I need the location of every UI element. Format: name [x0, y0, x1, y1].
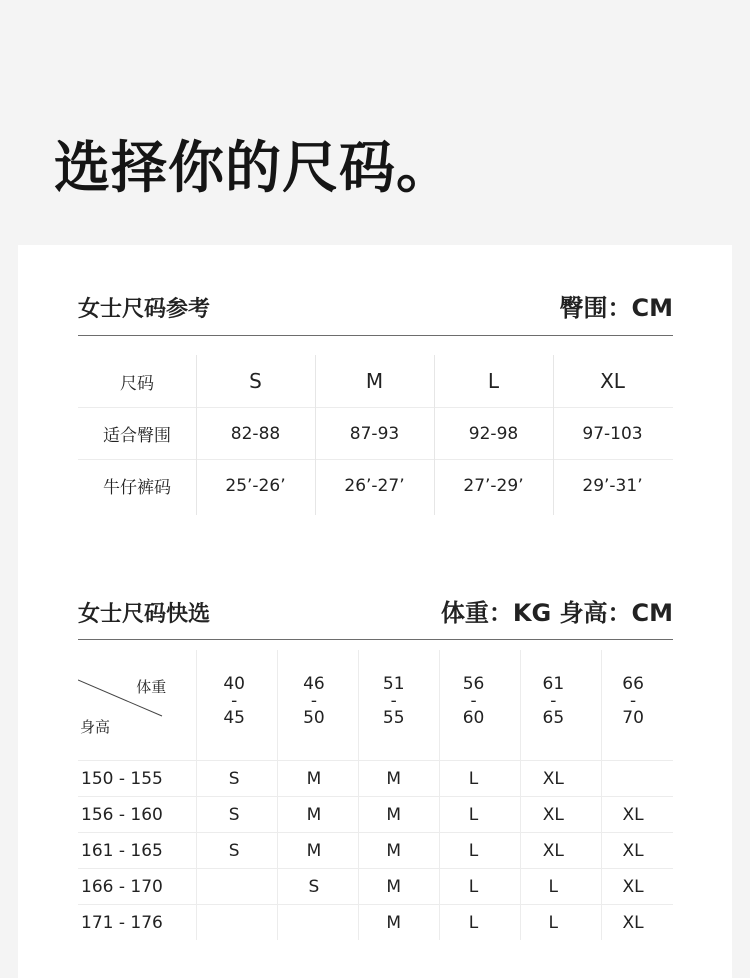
weight-from: 46 — [303, 674, 325, 694]
size-cell: S — [228, 768, 240, 789]
height-range: 171 - 176 — [81, 912, 163, 933]
weight-to: 60 — [462, 708, 485, 728]
table-cell: 27’-29’ — [463, 475, 524, 496]
weight-from: 40 — [223, 674, 245, 694]
table-cell: 25’-26’ — [225, 475, 286, 496]
height-axis-label: 身高 — [80, 718, 111, 736]
size-header: S — [249, 369, 262, 393]
table-cell: 82-88 — [230, 423, 281, 444]
diagonal-divider — [78, 650, 196, 760]
section2-unit: 体重：KG 身高：CM — [440, 599, 673, 627]
size-cell: S — [228, 840, 240, 861]
section2-title: 女士尺码快选 — [78, 602, 211, 627]
column-divider — [553, 355, 554, 515]
size-cell: M — [306, 768, 322, 789]
weight-dash: - — [390, 691, 397, 711]
weight-to: 45 — [223, 708, 245, 728]
weight-range-header — [354, 650, 434, 760]
quick-size-table — [78, 650, 673, 940]
size-cell: XL — [622, 876, 644, 897]
row-label: 适合臀围 — [103, 426, 171, 446]
size-header: L — [487, 369, 500, 393]
weight-to: 65 — [542, 708, 565, 728]
table-row — [78, 760, 673, 796]
table-row — [78, 904, 673, 940]
weight-from: 61 — [542, 674, 565, 694]
size-cell: XL — [542, 840, 564, 861]
size-guide-card — [18, 245, 732, 978]
column-divider — [315, 355, 316, 515]
table-row — [78, 832, 673, 868]
size-cell: L — [468, 840, 479, 861]
size-cell: M — [386, 768, 402, 789]
size-cell: M — [386, 840, 402, 861]
size-cell: L — [468, 876, 479, 897]
size-cell: L — [548, 876, 559, 897]
size-cell: XL — [542, 768, 564, 789]
weight-from: 56 — [462, 674, 485, 694]
section1-header — [78, 289, 673, 323]
size-cell: M — [386, 876, 402, 897]
weight-range-header — [434, 650, 514, 760]
height-range: 161 - 165 — [81, 840, 163, 861]
corner-cell — [78, 650, 194, 760]
section2-header — [78, 594, 673, 628]
table-cell: 97-103 — [582, 423, 643, 444]
weight-header-row — [78, 650, 673, 760]
table-cell: 87-93 — [349, 423, 400, 444]
section1-title: 女士尺码参考 — [78, 297, 211, 322]
height-range: 166 - 170 — [81, 876, 163, 897]
size-cell: M — [306, 804, 322, 825]
column-divider — [434, 355, 435, 515]
hip-size-table — [78, 355, 673, 511]
weight-dash: - — [550, 691, 557, 711]
size-cell: L — [548, 912, 559, 933]
weight-dash: - — [470, 691, 477, 711]
height-range: 156 - 160 — [81, 804, 163, 825]
size-cell: L — [468, 804, 479, 825]
weight-to: 50 — [303, 708, 325, 728]
table-header-row — [78, 355, 673, 407]
weight-dash: - — [310, 691, 317, 711]
weight-from: 66 — [622, 674, 644, 694]
section1-unit: 臀围：CM — [559, 294, 673, 322]
size-header: M — [365, 369, 384, 393]
weight-range-header — [593, 650, 673, 760]
size-cell: L — [468, 768, 479, 789]
size-cell: L — [468, 912, 479, 933]
size-cell: M — [386, 804, 402, 825]
section2-divider — [78, 639, 673, 640]
weight-to: 55 — [382, 708, 405, 728]
table-row — [78, 796, 673, 832]
weight-to: 70 — [622, 708, 644, 728]
height-range: 150 - 155 — [81, 768, 163, 789]
size-cell: XL — [622, 912, 644, 933]
size-header: XL — [600, 369, 625, 393]
size-cell: XL — [542, 804, 564, 825]
row-label: 牛仔裤码 — [103, 478, 171, 498]
page-headline: 选择你的尺码。 — [54, 136, 453, 201]
table-row — [78, 868, 673, 904]
table-cell: 29’-31’ — [582, 475, 643, 496]
size-cell: XL — [622, 840, 644, 861]
size-cell: M — [306, 840, 322, 861]
weight-dash: - — [231, 691, 238, 711]
size-cell: XL — [622, 804, 644, 825]
weight-axis-label: 体重 — [136, 678, 167, 696]
row-label: 尺码 — [120, 373, 154, 394]
section1-divider — [78, 335, 673, 336]
weight-range-header — [194, 650, 274, 760]
weight-from: 51 — [382, 674, 405, 694]
size-cell: S — [308, 876, 320, 897]
weight-dash: - — [630, 691, 637, 711]
table-row — [78, 459, 673, 511]
size-cell: S — [228, 804, 240, 825]
column-divider — [196, 355, 197, 515]
table-cell: 92-98 — [468, 423, 519, 444]
table-cell: 26’-27’ — [344, 475, 405, 496]
table-row — [78, 407, 673, 459]
size-cell: M — [386, 912, 402, 933]
weight-range-header — [274, 650, 354, 760]
weight-range-header — [513, 650, 593, 760]
